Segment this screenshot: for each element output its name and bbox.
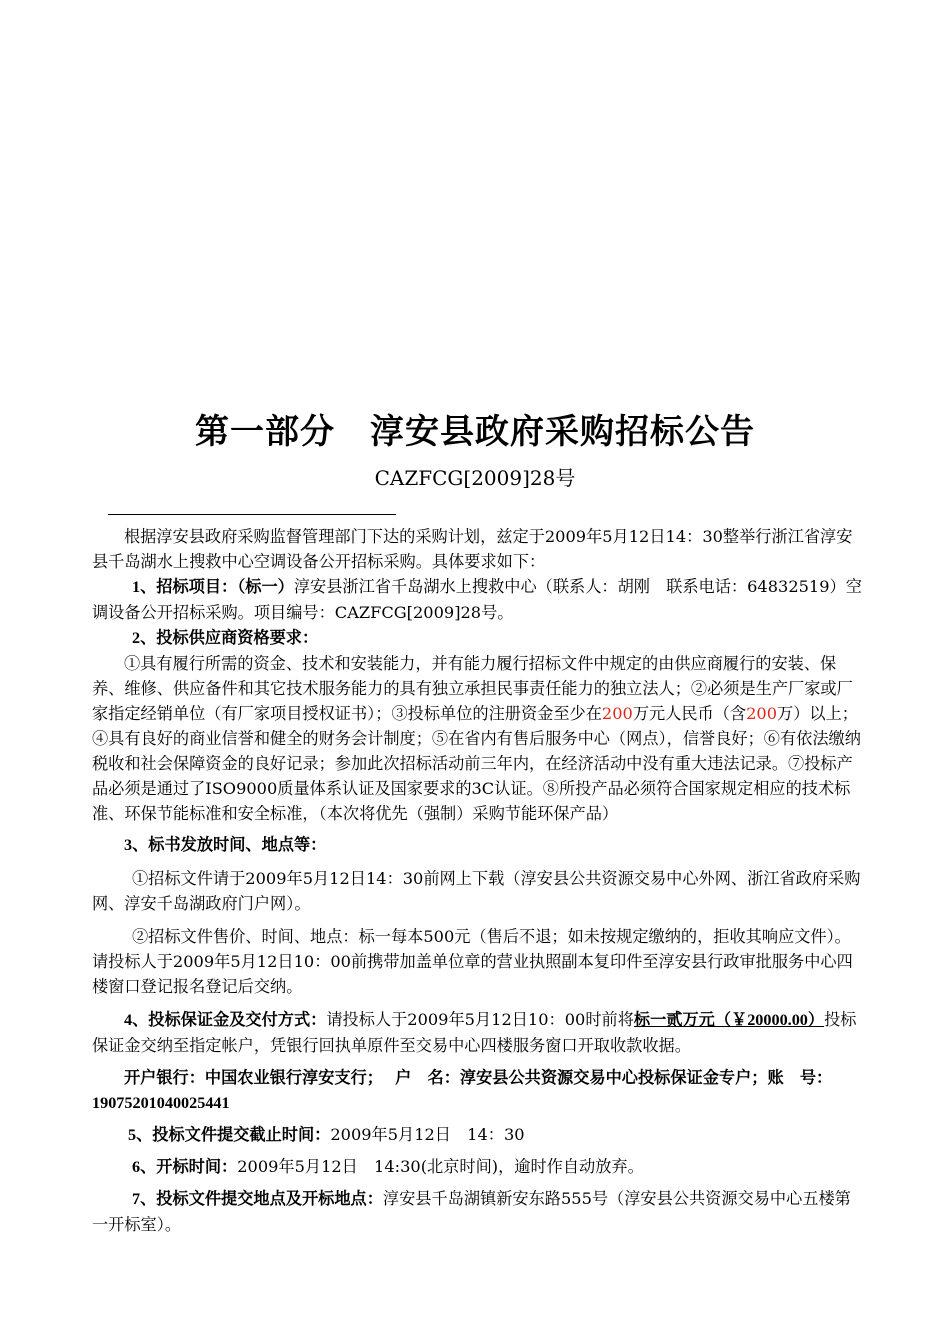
section-3-item-1: ①招标文件请于2009年5月12日14：30前网上下载（淳安县公共资源交易中心外网、浙江省政府采购网、淳安千岛湖政府门户网）。 [92,869,861,913]
capital-amount-1: 200 [601,704,633,723]
capital-amount-2: 200 [746,704,778,723]
page-title: 第一部分 淳安县政府采购招标公告 [195,412,755,452]
divider [108,514,396,515]
intro-paragraph: 根据淳安县政府采购监督管理部门下达的采购计划，兹定于2009年5月12日14：30整举行浙江省淳安县千岛湖水上搜救中心空调设备公开招标采购。具体要求如下： [92,527,853,571]
section-3-item-2: ②招标文件售价、时间、地点：标一每本500元（售后不退；如未按规定缴纳的，拒收其响应文件）。请投标人于2009年5月12日10：00前携带加盖单位章的营业执照副本复印件至淳安县行政审批服务中心四楼窗口登记报名登记后交纳。 [92,927,853,996]
section-7: 7、投标文件提交地点及开标地点：淳安县千岛湖镇新安东路555号（淳安县公共资源交易中心五楼第一开标室）。 [92,1189,851,1234]
section-6: 6、开标时间：2009年5月12日 14:30(北京时间)，逾时作自动放弃。 [132,1157,644,1176]
section-4-heading: 4、投标保证金及交付方式： [124,1011,327,1029]
bank-account-info: 开户银行：中国农业银行淳安支行； 户 名：淳安县公共资源交易中心投标保证金专户；账 号：19075201040025441 [92,1069,833,1112]
deposit-amount: 标一贰万元（￥20000.00） [633,1011,825,1029]
announcement-body [92,524,862,1237]
section-3-heading: 3、标书发放时间、地点等： [124,836,327,854]
section-1 [92,574,862,625]
section-1-text: 淳安县浙江省千岛湖水上搜救中心（联系人：胡刚 联系电话：64832519）空调设备公开招标采购。项目编号：CAZFCG[2009]28号。 [92,577,862,622]
section-4: 4、投标保证金及交付方式：请投标人于2009年5月12日10：00时前将标一贰万元（￥20000.00）投标保证金交纳至指定帐户，凭银行回执单原件至交易中心四楼服务窗口开取收款收据。 [92,1010,857,1055]
document-number: CAZFCG[2009]28号 [374,466,576,490]
section-5: 5、投标文件提交截止时间：2009年5月12日 14：30 [128,1125,525,1144]
section-2-heading: 2、投标供应商资格要求： [132,629,319,647]
section-1-heading: 1、招标项目：（标一） [132,578,294,596]
section-2-text: ①具有履行所需的资金、技术和安装能力，并有能力履行招标文件中规定的由供应商履行的安装、保养、维修、供应备件和其它技术服务能力的具有独立承担民事责任能力的独立法人；②必须是生产厂家或厂家指定经销单位（有厂家项目授权证书）；③投标单位的注册资金至少在200万元人民币（含200万）以上；④具有良好的商业信誉和健全的财务会计制度；⑤在省内有售后服务中心（网点），信誉良好；⑥有依法缴纳税收和社会保障资金的良好记录；参加此次招标活动前三年内，在经济活动中没有重大违法记录。⑦投标产品必须是通过了ISO9000质量体系认证及国家要求的3C认证。⑧所投产品必须符合国家规定相应的技术标准、环保节能标准和安全标准，（本次将优先（强制）采购节能环保产品） [92,654,861,823]
